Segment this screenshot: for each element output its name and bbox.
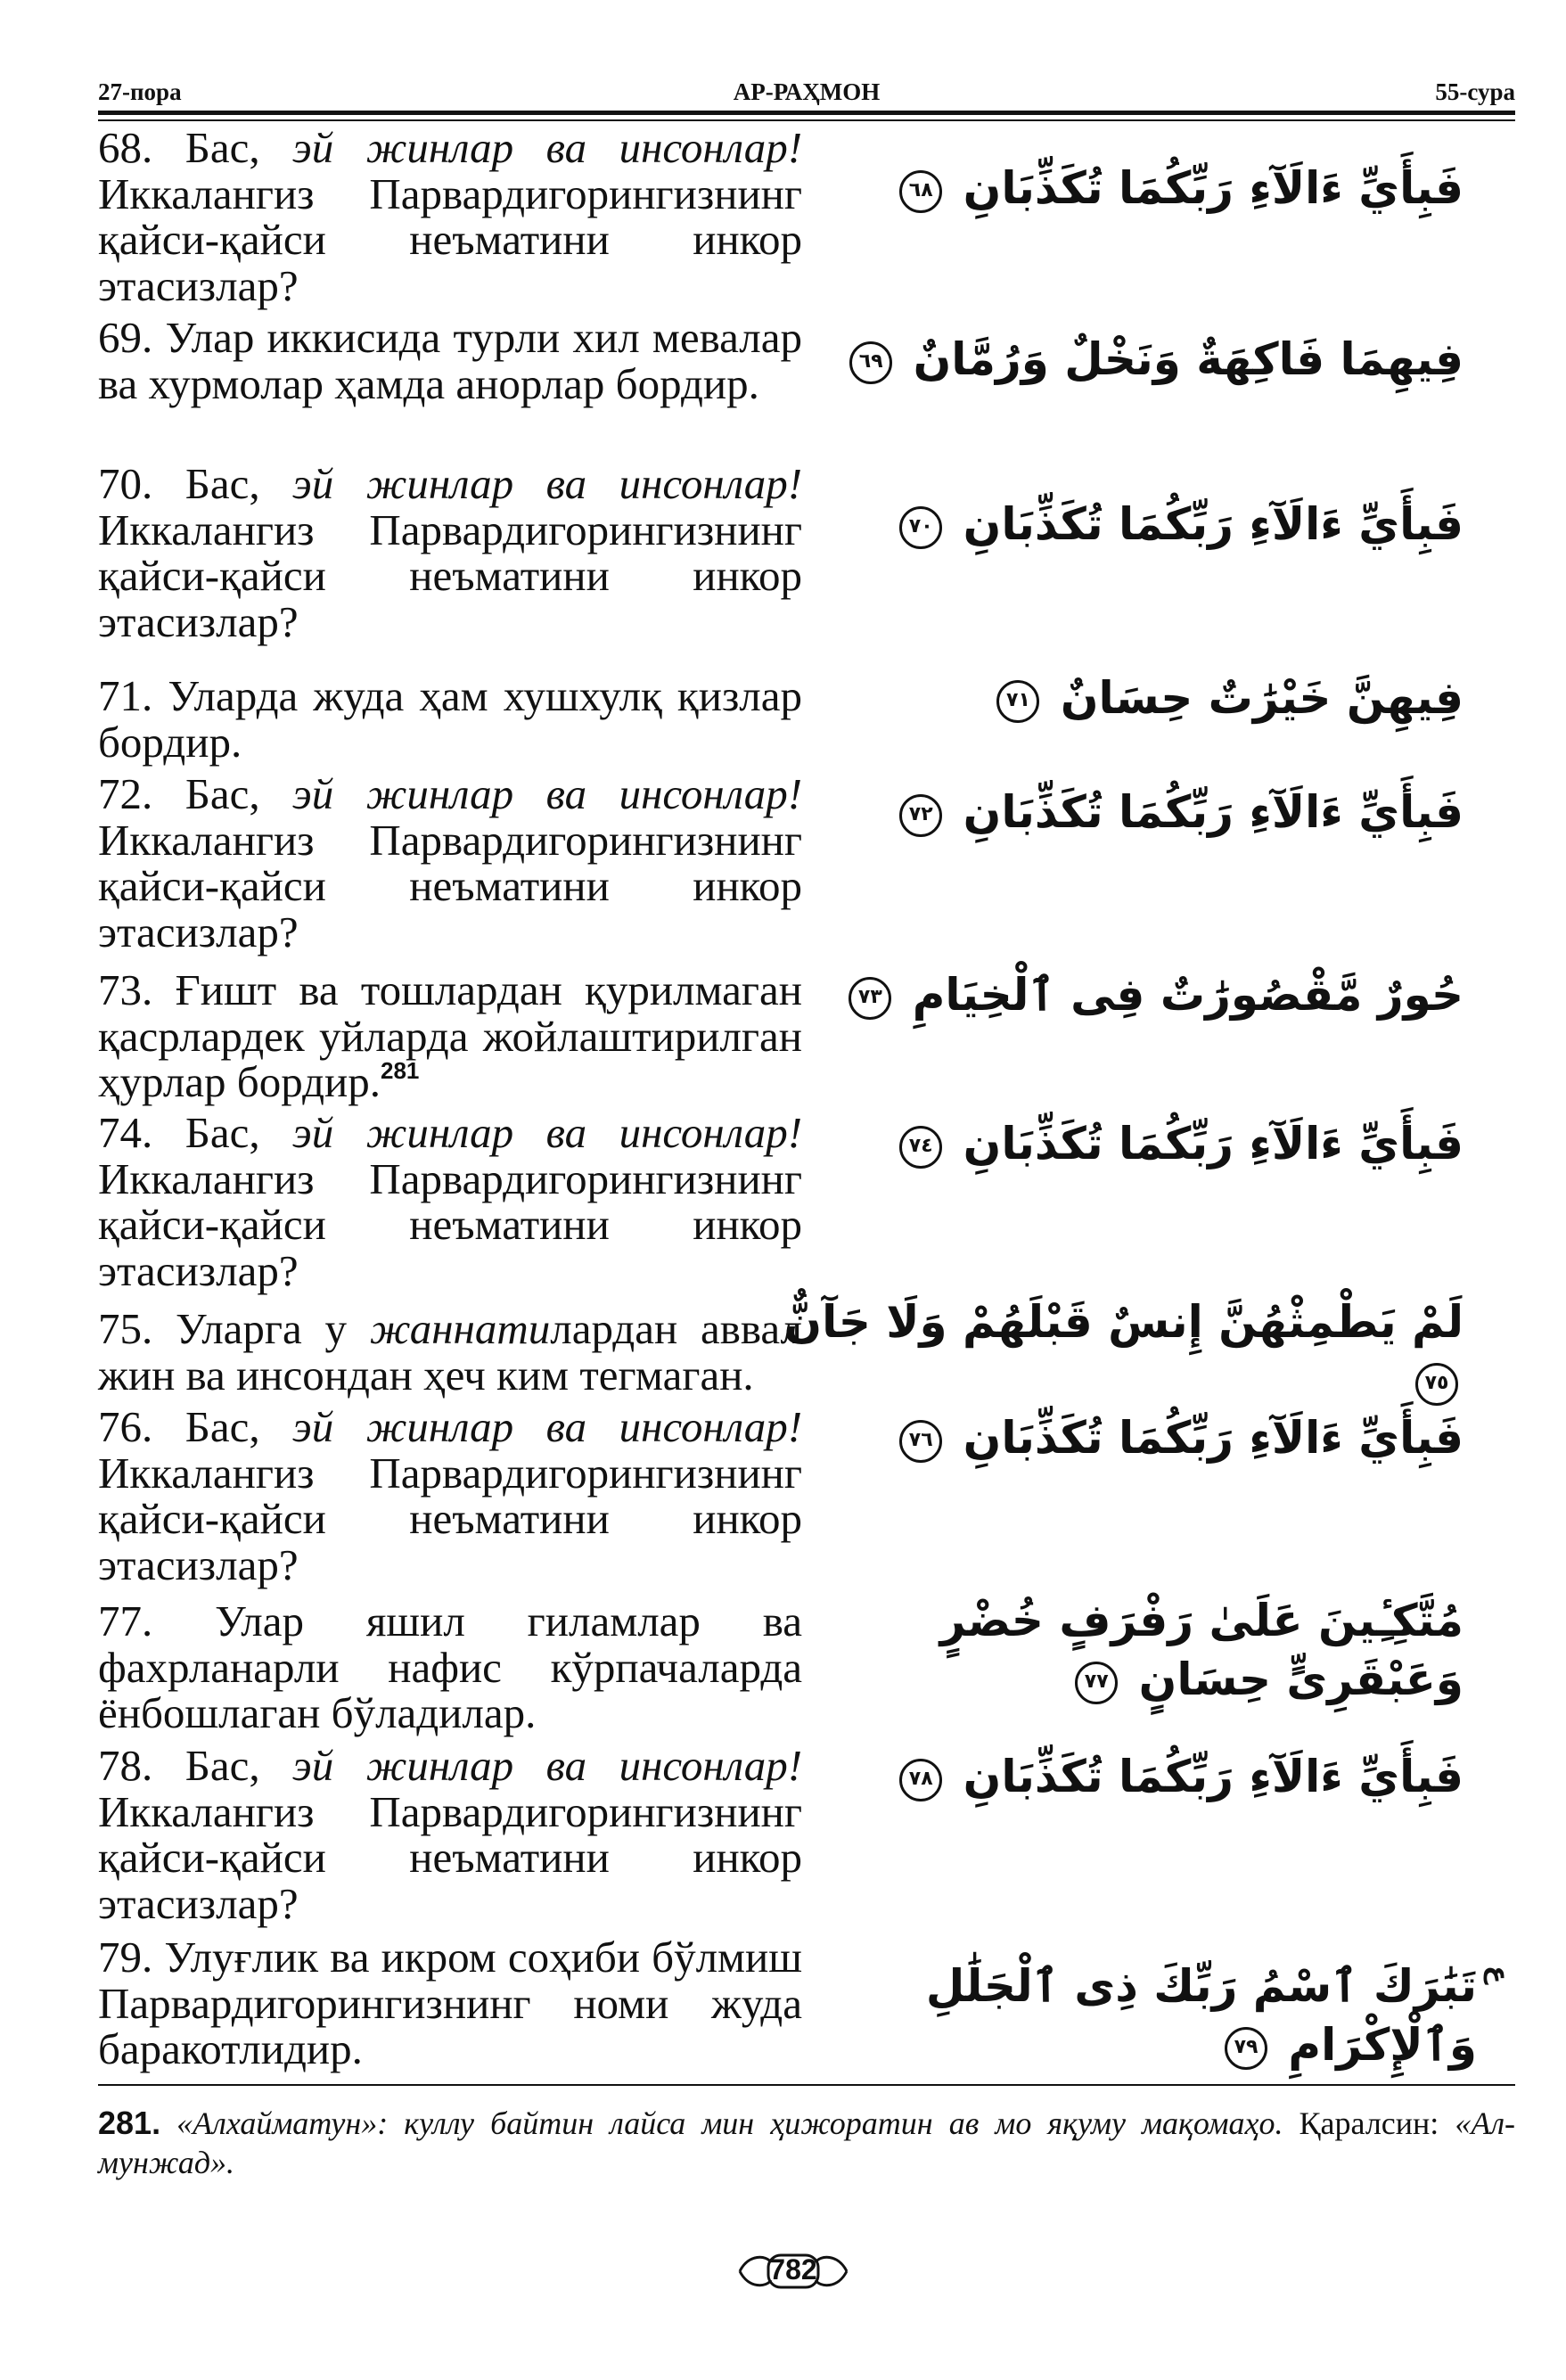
footnote-ref-source: «Ал-мунжад». bbox=[98, 2105, 1516, 2180]
verse-ar-76: فَبِأَيِّ ءَالَآءِ رَبِّكُمَا تُكَذِّبَانِ ٧٦ bbox=[804, 1408, 1464, 1467]
ayah-number-76: ٧٦ bbox=[899, 1420, 942, 1463]
verse-ar-70: فَبِأَيِّ ءَالَآءِ رَبِّكُمَا تُكَذِّبَانِ ٧٠ bbox=[804, 495, 1464, 554]
ayah-number-77: ٧٧ bbox=[1075, 1662, 1118, 1704]
footnote bbox=[98, 2104, 1515, 2182]
ayah-number-75: ٧٥ bbox=[1415, 1363, 1458, 1406]
verse-uz-69: 69. Улар иккисида турли хил мевалар ва хурмолар ҳамда анорлар бордир. bbox=[98, 313, 803, 408]
ayah-number-74: ٧٤ bbox=[899, 1126, 942, 1169]
verse-uz-73: 73. Ғишт ва тошлардан қурилмаган қасрлардек уйларда жойлаштирилган ҳурлар бордир.$^{281}$ bbox=[98, 965, 802, 1106]
header-rule-thick bbox=[98, 111, 1515, 115]
ayah-number-79: ٧٩ bbox=[1225, 2027, 1267, 2070]
juz-label: 27-пора bbox=[98, 78, 182, 105]
verse-ar-73: حُورٌ مَّقْصُورَٰتٌ فِى ٱلْخِيَامِ ٧٣ bbox=[804, 965, 1464, 1024]
footnote-see: Қаралсин: bbox=[1299, 2105, 1439, 2141]
footnote-rule bbox=[98, 2084, 1515, 2086]
verse-uz-72: 72. Бас, эй жинлар ва инсонлар! Иккалангиз Парвардигорингизнинг қайси-қайси неъматини инкор этасизлар? bbox=[98, 769, 803, 956]
footnote-ref[interactable]: 281 bbox=[381, 1057, 420, 1084]
page-number bbox=[731, 2246, 856, 2296]
ayah-number-78: ٧٨ bbox=[899, 1759, 942, 1801]
verse-uz-68: 68. Бас, эй жинлар ва инсонлар! Иккалангиз Парвардигорингизнинг қайси-қайси неъматини инкор этасизлар? bbox=[98, 123, 803, 310]
verse-ar-79: تَبَٰرَكَ ٱسْمُ رَبِّكَ ذِى ٱلْجَلَٰلِ وَٱلْإِكْرَامِ ٧٩ bbox=[925, 1960, 1477, 2071]
verse-uz-74: 74. Бас, эй жинлар ва инсонлар! Иккалангиз Парвардигорингизнинг қайси-қайси неъматини инкор этасизлар? bbox=[98, 1108, 803, 1295]
verse-ar-77: مُتَّكِـِٔينَ عَلَىٰ رَفْرَفٍ خُضْرٍ وَعَبْقَرِىٍّ حِسَانٍ ٧٧ bbox=[939, 1595, 1464, 1705]
verse-uz-76: 76. Бас, эй жинлар ва инсонлар! Иккалангиз Парвардигорингизнинг қайси-қайси неъматини инкор этасизлар? bbox=[98, 1402, 803, 1589]
verse-ar-78: فَبِأَيِّ ءَالَآءِ رَبِّكُمَا تُكَذِّبَانِ ٧٨ bbox=[804, 1747, 1464, 1806]
verse-ar-72: فَبِأَيِّ ءَالَآءِ رَبِّكُمَا تُكَذِّبَانِ ٧٢ bbox=[804, 783, 1464, 841]
footnote-text: «Алхайматун»: куллу байтин лайса мин ҳижоратин ав мо яқуму мақомаҳо. bbox=[176, 2105, 1283, 2141]
footnote-number: 281. bbox=[98, 2105, 161, 2141]
verse-ar-75: لَمْ يَطْمِثْهُنَّ إِنسٌ قَبْلَهُمْ وَلَا جَآنٌّ ٧٥ bbox=[759, 1293, 1464, 1410]
surah-number: 55-сура bbox=[1435, 78, 1515, 105]
verse-ar-74: فَبِأَيِّ ءَالَآءِ رَبِّكُمَا تُكَذِّبَانِ ٧٤ bbox=[804, 1114, 1464, 1173]
ayah-number-72: ٧٢ bbox=[899, 794, 942, 837]
ayah-number-73: ٧٣ bbox=[849, 977, 891, 1020]
verse-uz-70: 70. Бас, эй жинлар ва инсонлар! Иккалангиз Парвардигорингизнинг қайси-қайси неъматини инкор этасизлар? bbox=[98, 459, 803, 646]
ayah-number-70: ٧٠ bbox=[899, 506, 942, 549]
verse-uz-78: 78. Бас, эй жинлар ва инсонлар! Иккалангиз Парвардигорингизнинг қайси-қайси неъматини инкор этасизлар? bbox=[98, 1741, 803, 1928]
verse-ar-71: فِيهِنَّ خَيْرَٰتٌ حِسَانٌ ٧١ bbox=[804, 669, 1464, 727]
ayah-number-69: ٦٩ bbox=[849, 341, 892, 384]
surah-title: АР-РАҲМОН bbox=[733, 78, 881, 105]
verse-ar-68: فَبِأَيِّ ءَالَآءِ رَبِّكُمَا تُكَذِّبَانِ ٦٨ bbox=[804, 159, 1464, 217]
verse-uz-71: 71. Уларда жуда ҳам хушхулқ қизлар бордир. bbox=[98, 671, 802, 767]
verse-uz-77: 77. Улар яшил гиламлар ва фахрланарли нафис кўрпачаларда ёнбошлаган бўладилар. bbox=[98, 1596, 803, 1737]
page-number-text: 782 bbox=[769, 2253, 817, 2286]
verse-uz-75: 75. Уларга у жаннатилардан аввал жин ва инсондан ҳеч ким тегмаган. bbox=[98, 1304, 802, 1399]
hizb-marker: ع bbox=[1483, 1966, 1514, 1984]
header-rule-thin bbox=[98, 119, 1515, 121]
ayah-number-71: ٧١ bbox=[996, 680, 1039, 723]
ayah-number-68: ٦٨ bbox=[899, 170, 942, 213]
page-header bbox=[98, 73, 1515, 112]
verse-ar-69: فِيهِمَا فَاكِهَةٌ وَنَخْلٌ وَرُمَّانٌ ٦٩ bbox=[804, 330, 1464, 389]
verse-uz-79: 79. Улуғлик ва икром соҳиби бўлмиш Парвардигорингизнинг номи жуда баракотлидир. bbox=[98, 1933, 803, 2073]
